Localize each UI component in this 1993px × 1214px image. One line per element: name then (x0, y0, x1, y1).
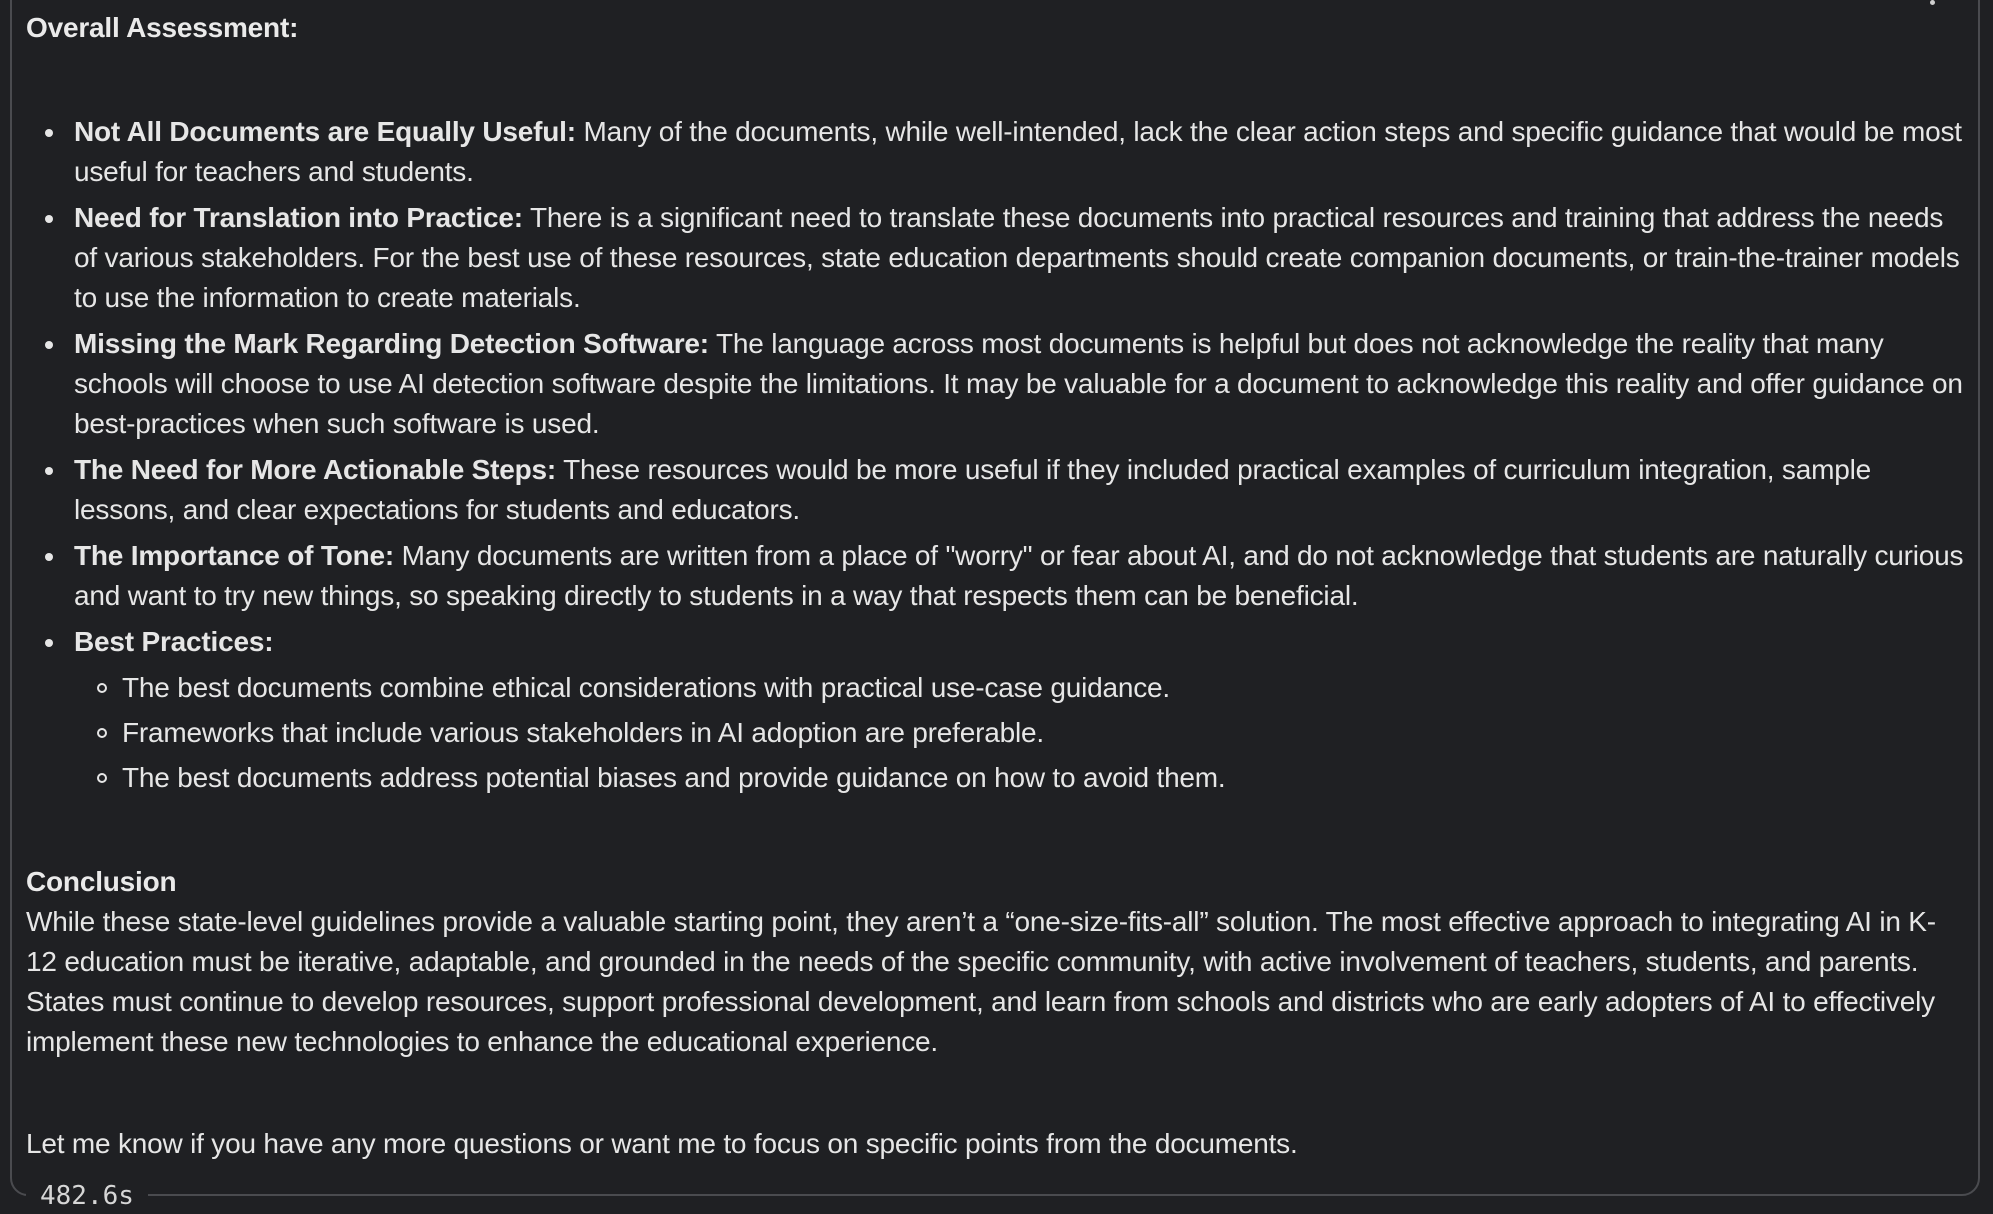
item-title: Missing the Mark Regarding Detection Software: (74, 328, 709, 359)
item-title: The Need for More Actionable Steps: (74, 454, 557, 485)
conclusion-text: While these state-level guidelines provide a valuable starting point, they aren’t a “one-size-fits-all” solution. The most effective approach to integrating AI in K-12 education must be iterative, adaptable, and grounded in the needs of the specific community, with active involvement of teachers, students, and parents. States must continue to develop resources, support professional development, and learn from schools and districts who are early adopters of AI to effectively implement these new technologies to enhance the educational experience. (26, 906, 1936, 1057)
bullet-icon (45, 639, 53, 647)
response-content (26, 8, 1966, 1164)
conclusion-heading: Conclusion (26, 866, 177, 897)
item-text: The language across most documents is helpful but does not acknowledge the reality that many schools will choose to use AI detection software despite the limitations. It may be valuable for a document to acknowledge this reality and offer guidance on best-practices when such software is used. (74, 328, 1963, 439)
item-title: The Importance of Tone: (74, 540, 394, 571)
sub-item-text: The best documents address potential biases and provide guidance on how to avoid them. (122, 762, 1226, 793)
list-item (26, 324, 1966, 444)
elapsed-time: 482.6s (26, 1178, 148, 1214)
item-text: Many of the documents, while well-intended, lack the clear action steps and specific guidance that would be most useful for teachers and students. (74, 116, 1962, 187)
bullet-icon (45, 215, 53, 223)
bullet-icon (45, 129, 53, 137)
list-item (26, 198, 1966, 318)
best-practices-title: Best Practices: (74, 626, 274, 657)
sub-item-text: The best documents combine ethical considerations with practical use-case guidance. (122, 672, 1170, 703)
circle-bullet-icon (97, 728, 107, 738)
list-item (26, 450, 1966, 530)
list-item (26, 112, 1966, 192)
item-text: These resources would be more useful if they included practical examples of curriculum integration, sample lessons, and clear expectations for students and educators. (74, 454, 1871, 525)
item-text: There is a significant need to translate these documents into practical resources and training that address the needs of various stakeholders. For the best use of these resources, state education departments should create companion documents, or train-the-trainer models to use the information to create materials. (74, 202, 1960, 313)
sub-list-item (74, 668, 1966, 708)
bullet-icon (45, 553, 53, 561)
item-text: Many documents are written from a place of "worry" or fear about AI, and do not acknowledge that students are naturally curious and want to try new things, so speaking directly to students in a way that respects them can be beneficial. (74, 540, 1964, 611)
circle-bullet-icon (97, 773, 107, 783)
list-item-best-practices (26, 622, 1966, 798)
sub-list-item (74, 713, 1966, 753)
item-title: Not All Documents are Equally Useful: (74, 116, 576, 147)
best-practices-list (74, 668, 1966, 798)
sub-item-text: Frameworks that include various stakeholders in AI adoption are preferable. (122, 717, 1044, 748)
sub-list-item (74, 758, 1966, 798)
bullet-icon (45, 467, 53, 475)
bullet-icon (45, 341, 53, 349)
circle-bullet-icon (97, 683, 107, 693)
list-item (26, 536, 1966, 616)
closing-text: Let me know if you have any more questions or want me to focus on specific points from the documents. (26, 1128, 1298, 1159)
item-title: Need for Translation into Practice: (74, 202, 523, 233)
overall-assessment-heading: Overall Assessment: (26, 12, 299, 43)
assessment-list (26, 112, 1966, 798)
